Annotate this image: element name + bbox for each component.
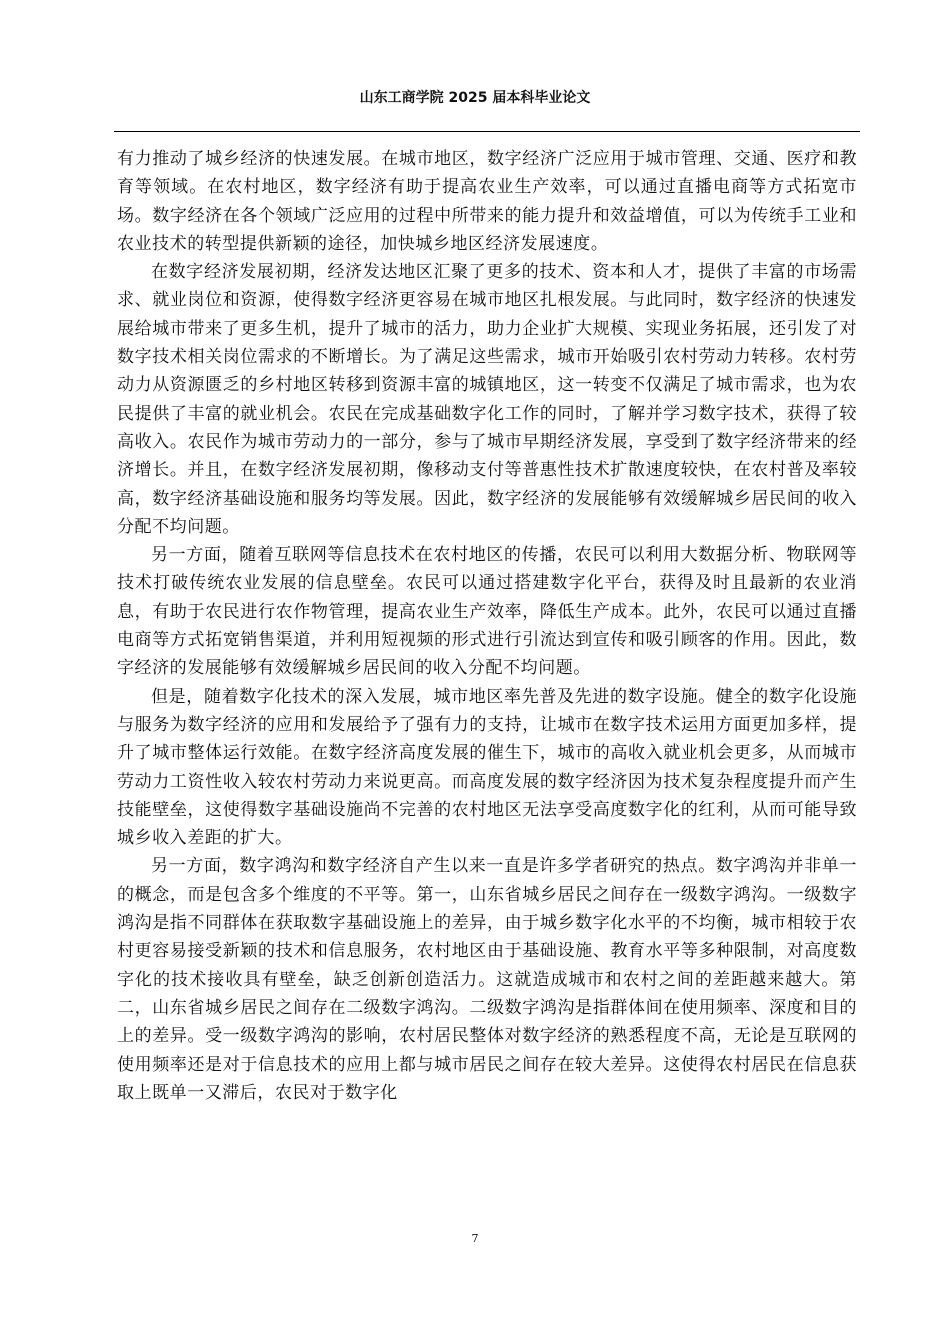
- paragraph: 另一方面，数字鸿沟和数字经济自产生以来一直是许多学者研究的热点。数字鸿沟并非单一的概念，而是包含多个维度的不平等。第一，山东省城乡居民之间存在一级数字鸿沟。一级数字鸿沟是指不同群体在获取数字基础设施上的差异，由于城乡数字化水平的不均衡，城市相较于农村更容易接受新颖的技术和信息服务，农村地区由于基础设施、教育水平等多种限制，对高度数字化的技术接收具有壁垒，缺乏创新创造活力。这就造成城市和农村之间的差距越来越大。第二，山东省城乡居民之间存在二级数字鸿沟。二级数字鸿沟是指群体间在使用频率、深度和目的上的差异。受一级数字鸿沟的影响，农村居民整体对数字经济的熟悉程度不高，无论是互联网的使用频率还是对于信息技术的应用上都与城市居民之间存在较大差异。这使得农村居民在信息获取上既单一又滞后，农民对于数字化: [117, 856, 857, 1103]
- body-text: [117, 145, 857, 1107]
- paragraph: 在数字经济发展初期，经济发达地区汇聚了更多的技术、资本和人才，提供了丰富的市场需求、就业岗位和资源，使得数字经济更容易在城市地区扎根发展。与此同时，数字经济的快速发展给城市带来了更多生机，提升了城市的活力，助力企业扩大规模、实现业务拓展，还引发了对数字技术相关岗位需求的不断增长。为了满足这些需求，城市开始吸引农村劳动力转移。农村劳动力从资源匮乏的乡村地区转移到资源丰富的城镇地区，这一转变不仅满足了城市需求，也为农民提供了丰富的就业机会。农民在完成基础数字化工作的同时，了解并学习数字技术，获得了较高收入。农民作为城市劳动力的一部分，参与了城市早期经济发展，享受到了数字经济带来的经济增长。并且，在数字经济发展初期，像移动支付等普惠性技术扩散速度较快，在农村普及率较高，数字经济基础设施和服务均等发展。因此，数字经济的发展能够有效缓解城乡居民间的收入分配不均问题。: [117, 262, 857, 537]
- paragraph: 但是，随着数字化技术的深入发展，城市地区率先普及先进的数字设施。健全的数字化设施与服务为数字经济的应用和发展给予了强有力的支持，让城市在数字技术运用方面更加多样，提升了城市整体运行效能。在数字经济高度发展的催生下，城市的高收入就业机会更多，从而城市劳动力工资性收入较农村劳动力来说更高。而高度发展的数字经济因为技术复杂程度提升而产生技能壁垒，这使得数字基础设施尚不完善的农村地区无法享受高度数字化的红利，从而可能导致城乡收入差距的扩大。: [117, 686, 857, 849]
- page-number: 7: [471, 1232, 479, 1245]
- paragraph-continued: 有力推动了城乡经济的快速发展。在城市地区，数字经济广泛应用于城市管理、交通、医疗和教育等领域。在农村地区，数字经济有助于提高农业生产效率，可以通过直播电商等方式拓宽市场。数字经济在各个领域广泛应用的过程中所带来的能力提升和效益增值，可以为传统手工业和农业技术的转型提供新颖的途径，加快城乡地区经济发展速度。: [117, 149, 857, 254]
- running-header: 山东工商学院 2025 届本科毕业论文: [359, 90, 591, 106]
- header-divider: [114, 131, 860, 132]
- paragraph: 另一方面，随着互联网等信息技术在农村地区的传播，农民可以利用大数据分析、物联网等技术打破传统农业发展的信息壁垒。农民可以通过搭建数字化平台，获得及时且最新的农业消息，有助于农民进行农作物管理，提高农业生产效率，降低生产成本。此外，农民可以通过直播电商等方式拓宽销售渠道，并利用短视频的形式进行引流达到宣传和吸引顾客的作用。因此，数字经济的发展能够有效缓解城乡居民间的收入分配不均问题。: [117, 545, 857, 679]
